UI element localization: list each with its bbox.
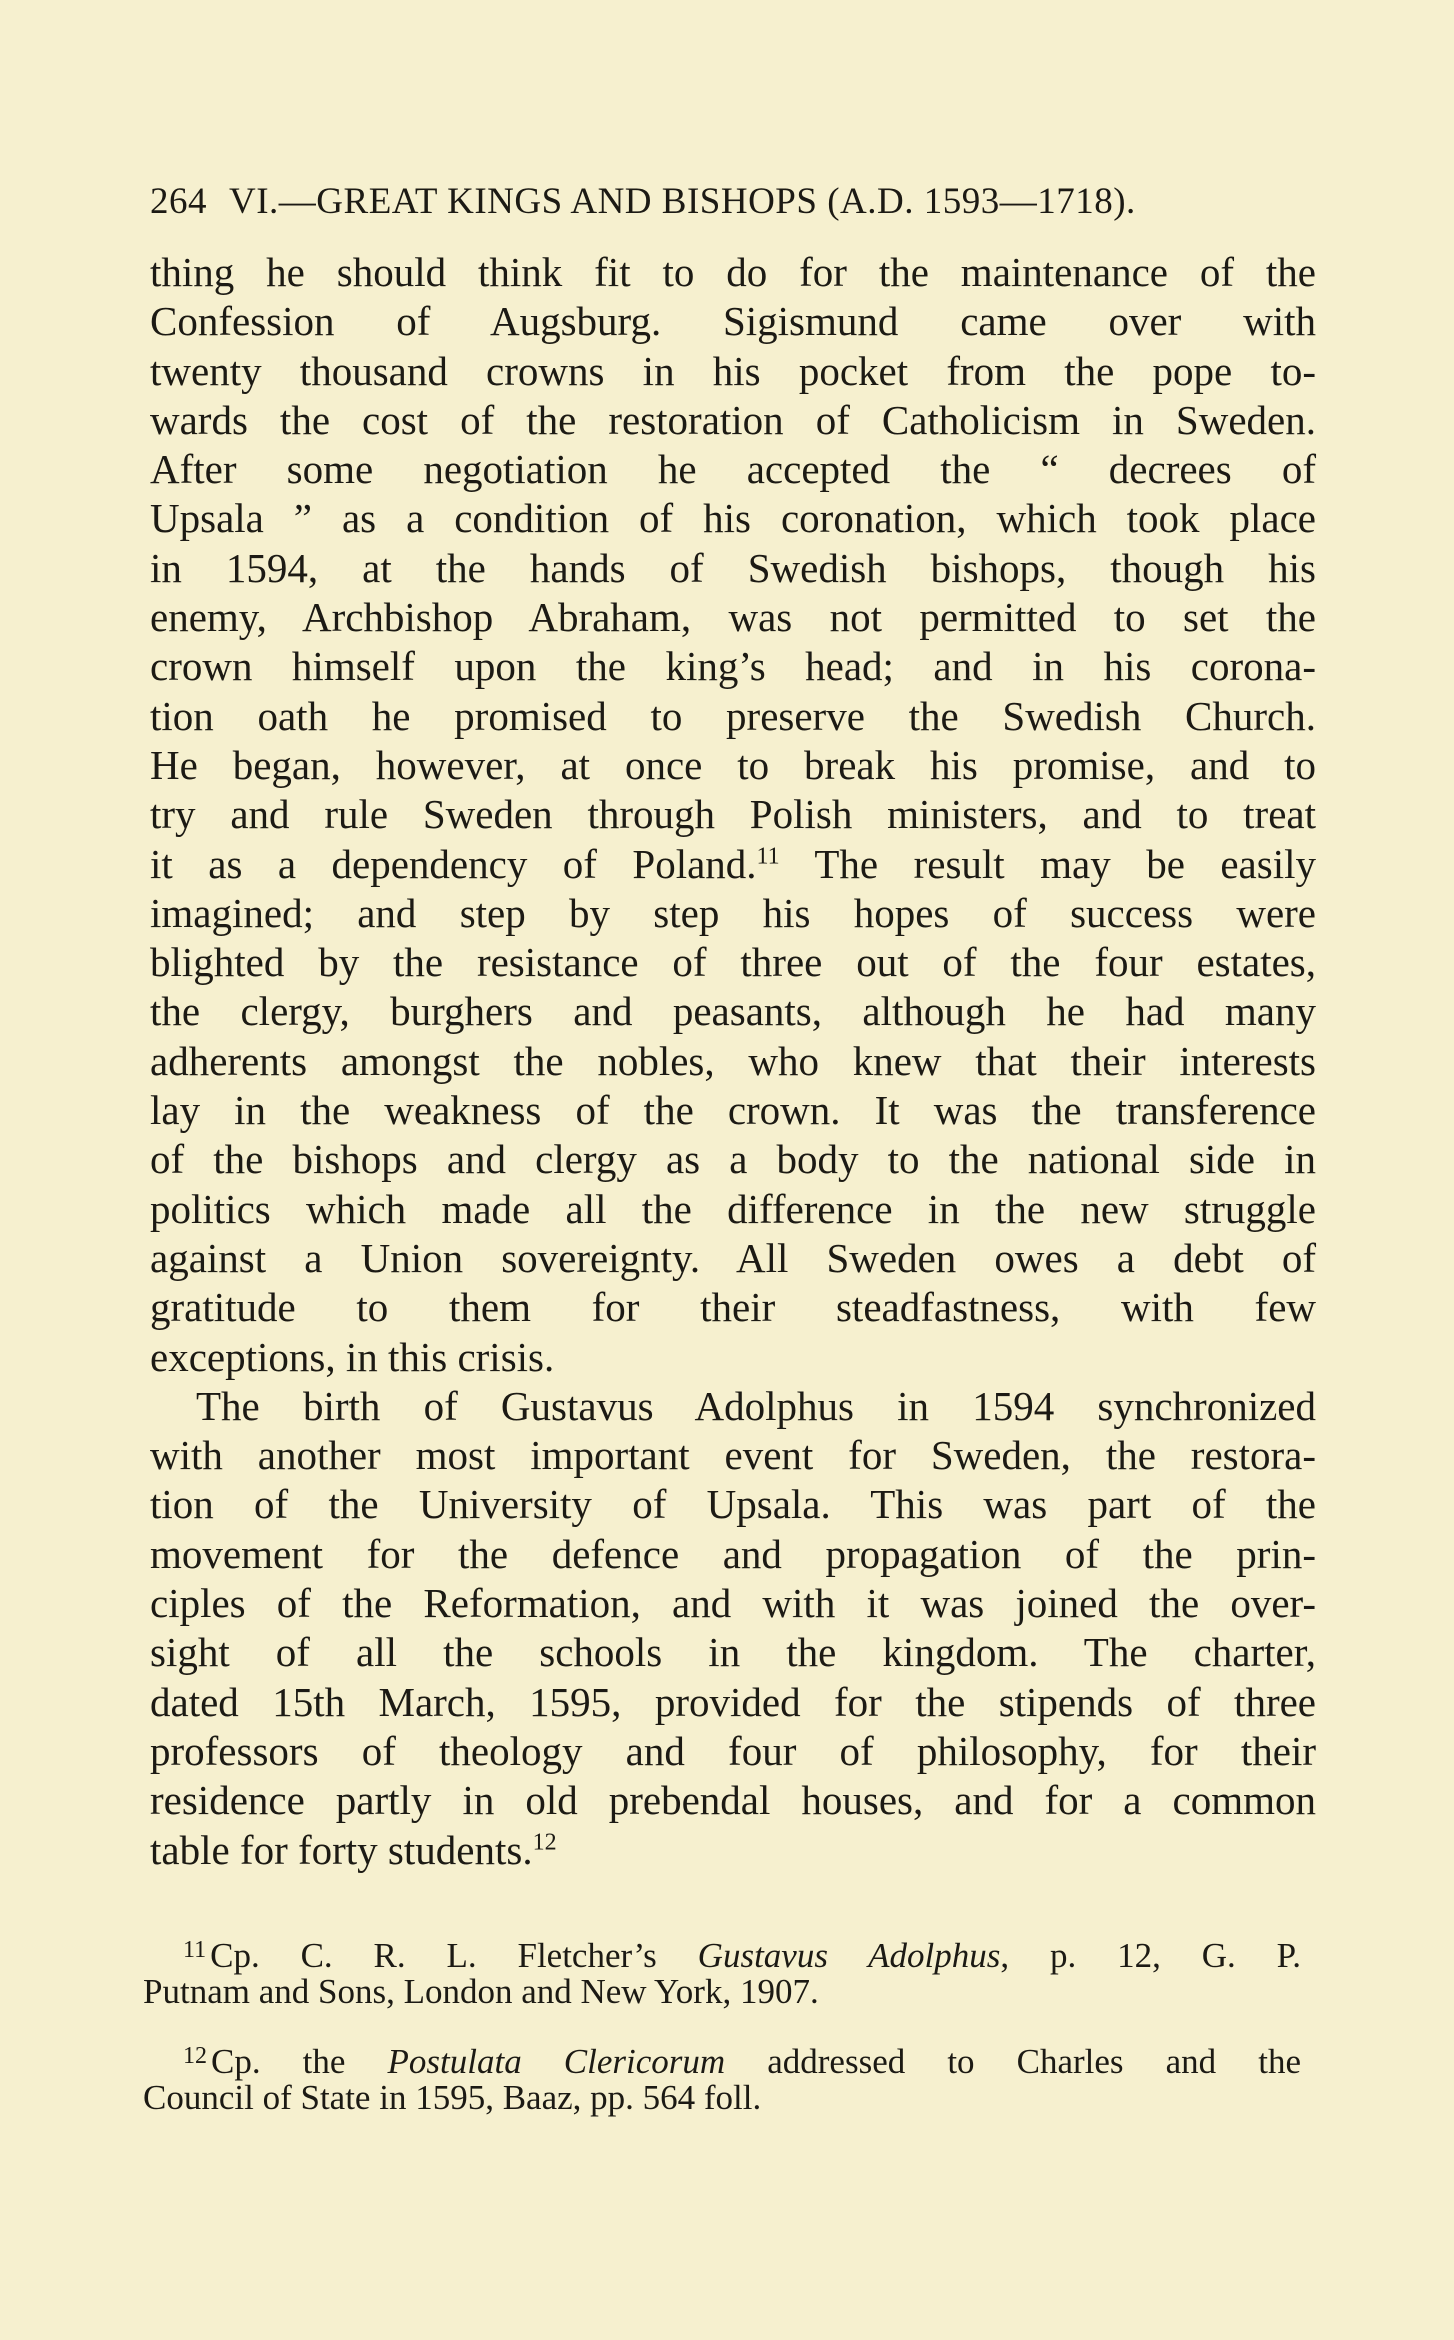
text-line-with-note-ref	[150, 840, 1316, 889]
footnote-11-line	[143, 1930, 1301, 1975]
footnote-text: Cp. C. R. L. Fletcher’s	[210, 1936, 698, 1975]
text-segment: table for forty students.	[150, 1826, 533, 1873]
text-line: imagined; and step by step his hopes of success were	[150, 889, 1316, 936]
page-number: 264	[150, 181, 207, 222]
text-line: sight of all the schools in the kingdom. The charter,	[150, 1629, 1316, 1676]
footnote-ref-12[interactable]: 12	[532, 1828, 557, 1855]
text-line: tion of the University of Upsala. This was part of the	[150, 1481, 1316, 1528]
footnote-ref-11[interactable]: 11	[756, 842, 780, 869]
text-line: twenty thousand crowns in his pocket from the pope to-	[150, 347, 1316, 394]
text-line: movement for the defence and propagation of the prin-	[150, 1530, 1316, 1577]
text-line: residence partly in old prebendal houses, and for a common	[150, 1777, 1316, 1824]
footnote-12-line: Council of State in 1595, Baaz, pp. 564 foll.	[143, 2078, 762, 2117]
text-line: gratitude to them for their steadfastness, with few	[150, 1284, 1316, 1331]
text-line: wards the cost of the restoration of Catholicism in Sweden.	[150, 396, 1316, 443]
text-line: exceptions, in this crisis.	[150, 1333, 555, 1380]
text-line: politics which made all the difference in the new struggle	[150, 1185, 1316, 1232]
chapter-running-title: VI.—GREAT KINGS AND BISHOPS (A.D. 1593—1718).	[229, 181, 1136, 222]
text-line: adherents amongst the nobles, who knew that their interests	[150, 1037, 1316, 1084]
footnote-text: Cp. the	[211, 2042, 388, 2081]
footnote-title: Gustavus Adolphus	[697, 1936, 1001, 1975]
text-line: of the bishops and clergy as a body to the national side in	[150, 1136, 1316, 1183]
text-line: against a Union sovereignty. All Sweden owes a debt of	[150, 1234, 1316, 1281]
text-line: enemy, Archbishop Abraham, was not permitted to set the	[150, 594, 1316, 641]
text-line: professors of theology and four of philosophy, for their	[150, 1727, 1316, 1774]
text-line: lay in the weakness of the crown. It was the transference	[150, 1087, 1316, 1134]
text-line: Confession of Augsburg. Sigismund came over with	[150, 298, 1316, 345]
text-line-with-note-ref	[150, 1826, 1316, 1875]
footnote-11-line: Putnam and Sons, London and New York, 1907.	[143, 1972, 819, 2011]
text-line: thing he should think fit to do for the maintenance of the	[150, 249, 1316, 295]
text-line: with another most important event for Sweden, the restora-	[150, 1432, 1316, 1479]
text-line: try and rule Sweden through Polish ministers, and to treat	[150, 791, 1316, 838]
body-text	[150, 248, 1316, 1875]
text-line: crown himself upon the king’s head; and in his corona-	[150, 643, 1316, 690]
text-line: ciples of the Reformation, and with it was joined the over-	[150, 1580, 1316, 1627]
footnote-title: Postulata Clericorum	[387, 2042, 726, 2081]
text-line: tion oath he promised to preserve the Swedish Church.	[150, 692, 1316, 739]
footnote-12-line	[143, 2036, 1301, 2081]
footnote-number: 11	[183, 1937, 207, 1963]
text-line: the clergy, burghers and peasants, although he had many	[150, 988, 1316, 1035]
text-segment: The result may be easily	[779, 840, 1316, 887]
footnote-spacer	[143, 2012, 1301, 2036]
paragraph-start-line: The birth of Gustavus Adolphus in 1594 synchronized	[196, 1382, 1316, 1429]
text-line: in 1594, at the hands of Swedish bishops, though his	[150, 544, 1316, 591]
text-line: Upsala ” as a condition of his coronation, which took place	[150, 495, 1316, 542]
text-line: blighted by the resistance of three out of the four estates,	[150, 939, 1316, 986]
footnotes	[143, 1930, 1301, 2118]
text-line: dated 15th March, 1595, provided for the stipends of three	[150, 1678, 1316, 1725]
footnote-text: addressed to Charles and the	[725, 2042, 1301, 2081]
running-head	[150, 180, 1210, 223]
footnote-text: , p. 12, G. P.	[1000, 1936, 1301, 1975]
text-line: After some negotiation he accepted the “ decrees of	[150, 446, 1316, 493]
footnote-number: 12	[183, 2043, 207, 2069]
text-line: He began, however, at once to break his promise, and to	[150, 741, 1316, 788]
text-segment: it as a dependency of Poland.	[150, 840, 757, 887]
